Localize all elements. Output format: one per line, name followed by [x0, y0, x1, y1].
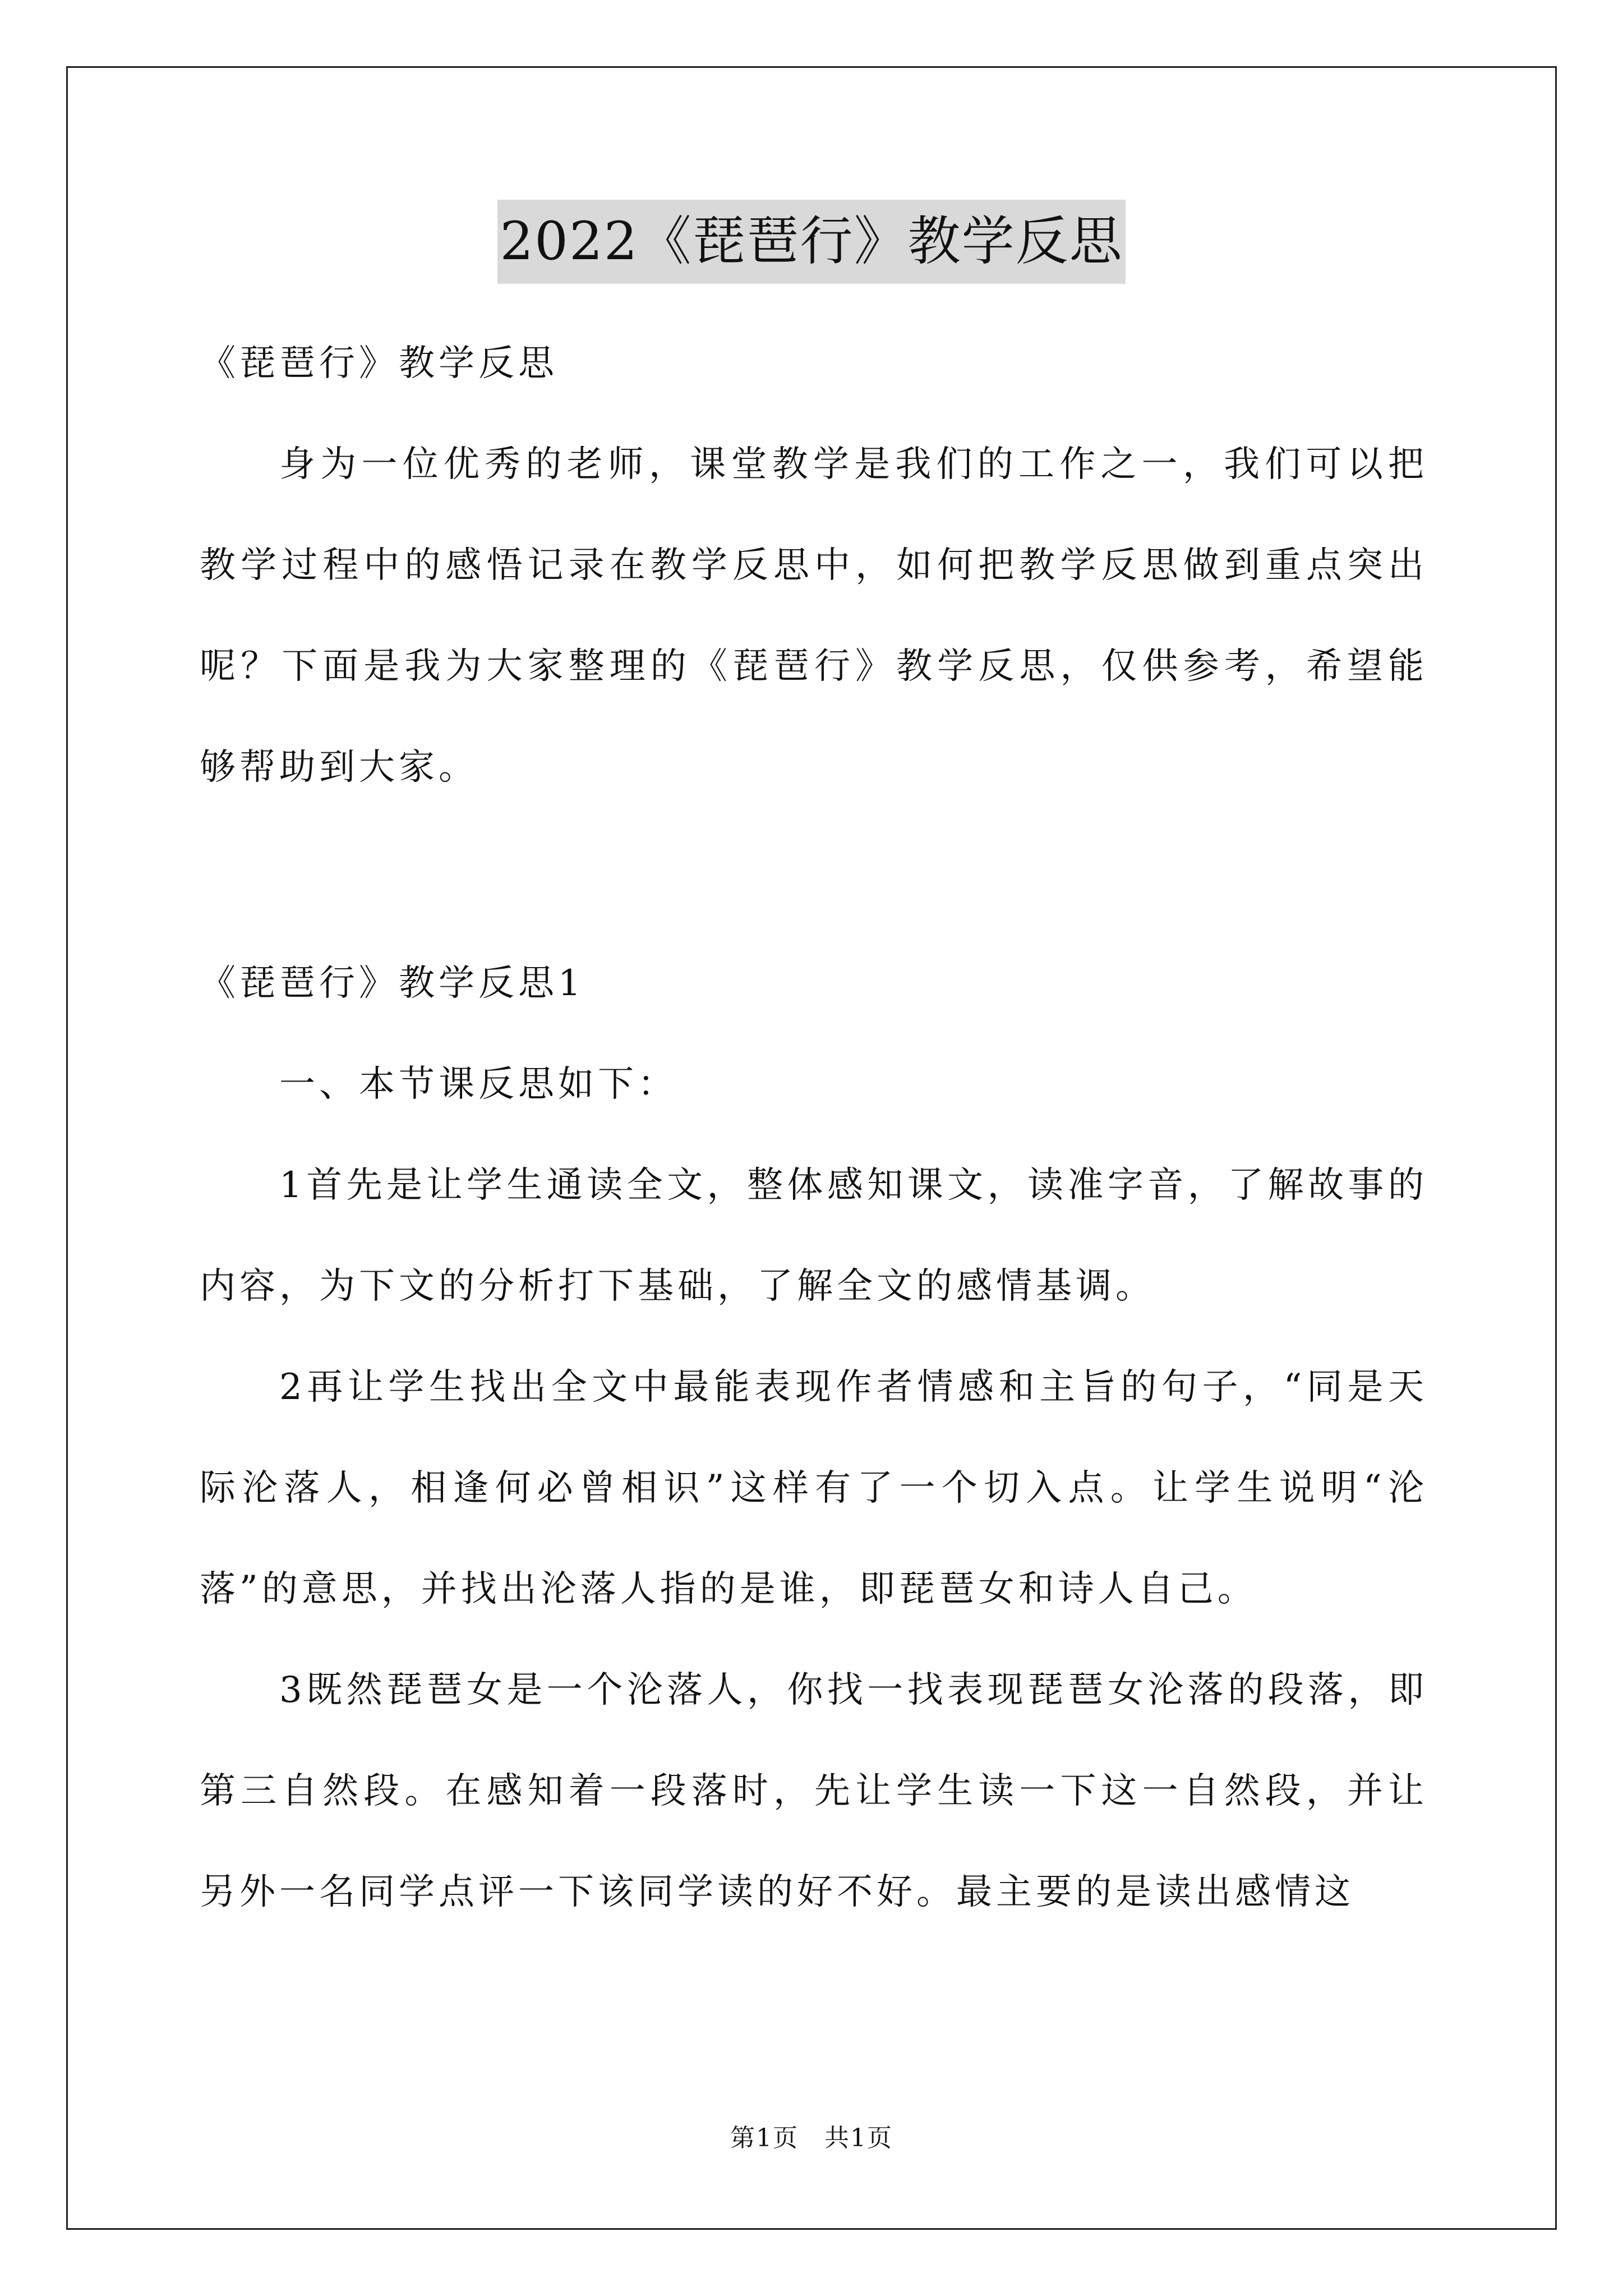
- intro-paragraph: 身为一位优秀的老师，课堂教学是我们的工作之一，我们可以把教学过程中的感悟记录在教学反思中，如何把教学反思做到重点突出呢？下面是我为大家整理的《琵琶行》教学反思，仅供参考，希望能够帮助到大家。: [200, 444, 1428, 788]
- paragraph-4: 3既然琵琶女是一个沦落人，你找一找表现琵琶女沦落的段落，即第三自然段。在感知着一段落时，先让学生读一下这一自然段，并让另外一名同学点评一下该同学读的好不好。最主要的是读出感情这: [200, 1669, 1428, 1913]
- paragraph-2: 1首先是让学生通读全文，整体感知课文，读准字音，了解故事的内容，为下文的分析打下基础，了解全文的感情基调。: [200, 1165, 1428, 1307]
- paragraph-1: 一、本节课反思如下：: [279, 1064, 677, 1105]
- document-title: 2022《琵琶行》教学反思: [497, 200, 1125, 284]
- paragraph-3: 2再让学生找出全文中最能表现作者情感和主旨的句子，“同是天际沦落人，相逢何必曾相识”这样有了一个切入点。让学生说明“沦落”的意思，并找出沦落人指的是谁，即琵琶女和诗人自己。: [200, 1366, 1428, 1610]
- section-heading: 《琵琶行》教学反思1: [200, 963, 585, 1004]
- title-wrap: [0, 200, 1623, 284]
- page-footer: 第1页 共1页: [730, 2124, 893, 2152]
- document-subtitle: 《琵琶行》教学反思: [200, 343, 558, 384]
